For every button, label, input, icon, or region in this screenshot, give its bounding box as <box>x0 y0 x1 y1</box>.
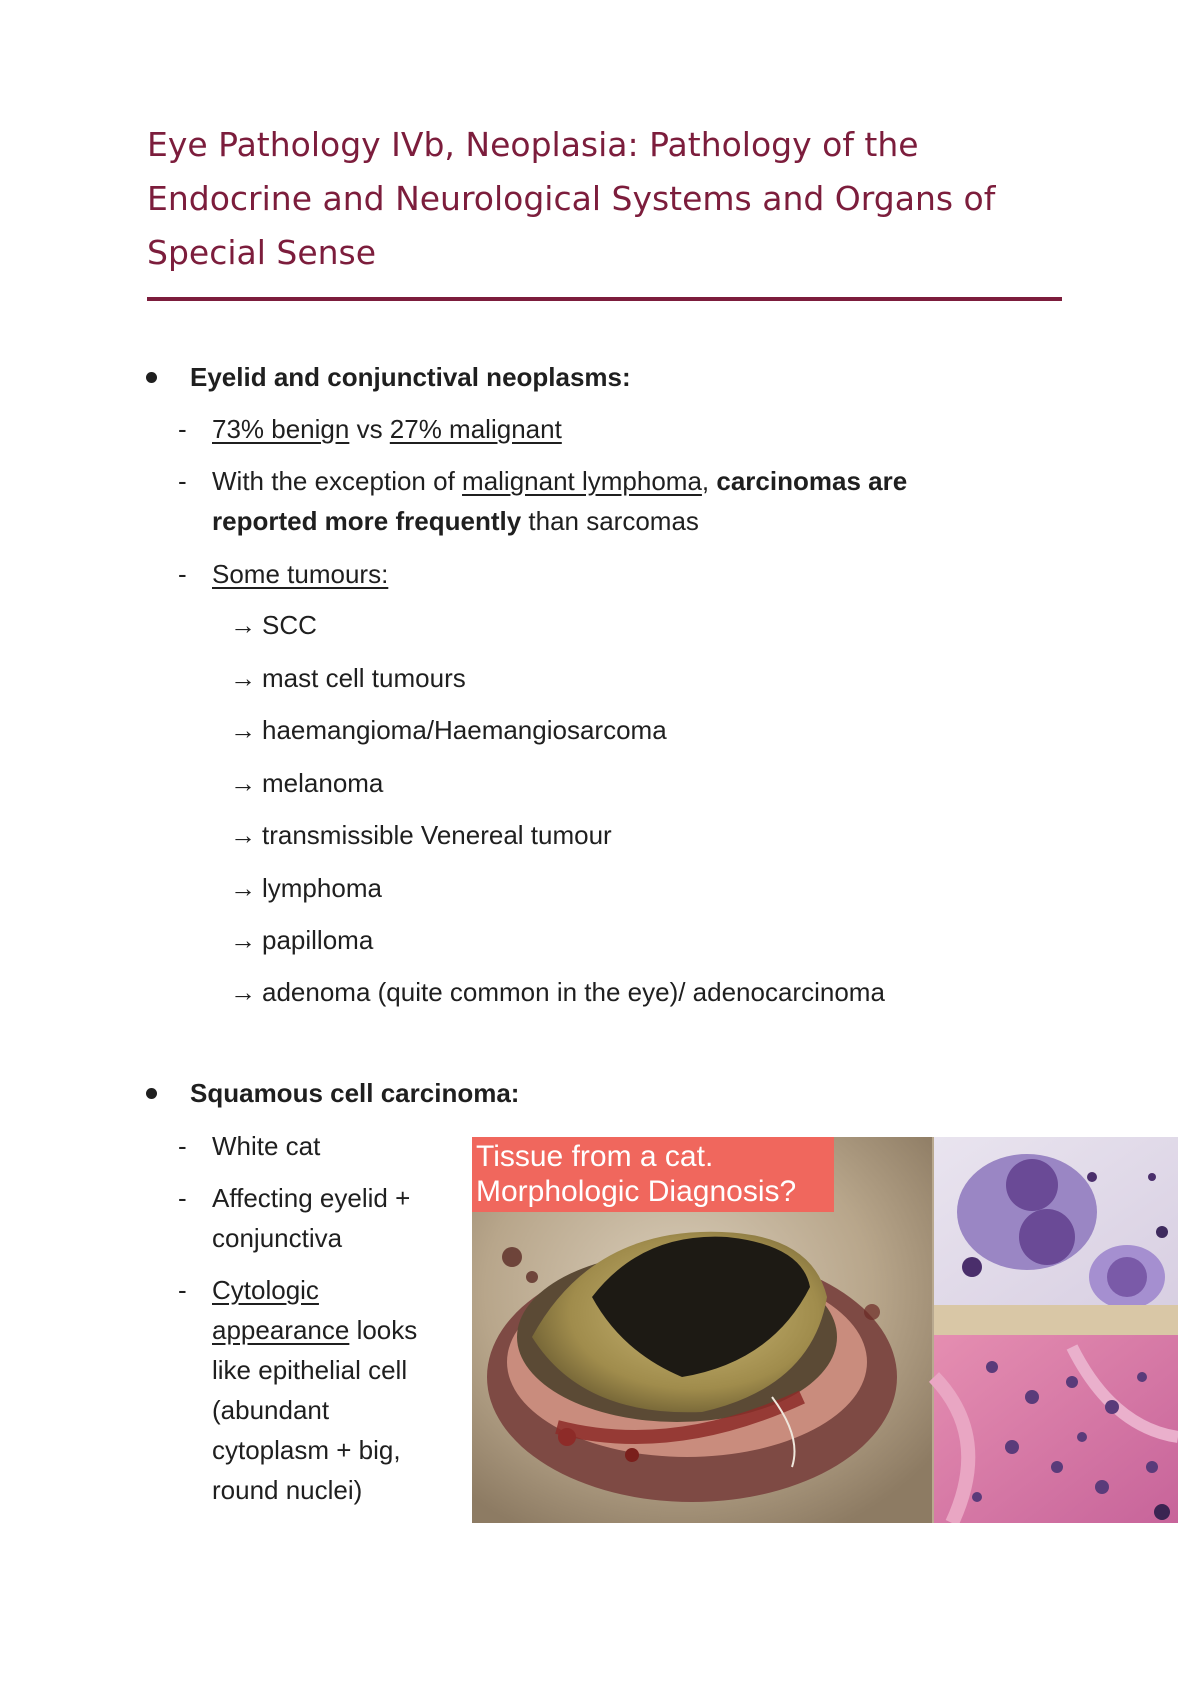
arrow-right-icon: → <box>230 663 256 693</box>
title-divider <box>147 297 1062 301</box>
list-item-affecting: Affecting eyelid + conjunctiva <box>212 1183 411 1253</box>
title-line-2: Endocrine and Neurological Systems and Organs of <box>147 179 996 218</box>
section-heading-eyelid: Eyelid and conjunctival neoplasms: <box>190 362 631 392</box>
dash-icon: - <box>178 466 187 496</box>
tumour-item: → papilloma <box>230 920 373 960</box>
list-item-white-cat: White cat <box>212 1131 321 1161</box>
list-item-exception: With the exception of malignant lymphoma, carcinomas are reported more frequently than sarcomas <box>212 466 908 536</box>
tumour-item: → melanoma <box>230 763 383 803</box>
tumour-item: → adenoma (quite common in the eye)/ adenocarcinoma <box>230 972 885 1012</box>
list-item-some-tumours: Some tumours: <box>212 559 389 589</box>
case-figure <box>472 1137 1178 1523</box>
arrow-right-icon: → <box>230 977 256 1007</box>
bullet-icon <box>146 372 157 383</box>
dash-icon: - <box>178 1131 187 1161</box>
arrow-right-icon: → <box>230 715 256 745</box>
arrow-right-icon: → <box>230 820 256 850</box>
arrow-right-icon: → <box>230 873 256 903</box>
dash-icon: - <box>178 1275 187 1305</box>
dash-icon: - <box>178 414 187 444</box>
list-item-cytologic: Cytologic appearance looks like epithelial cell (abundant cytoplasm + big, round nuclei) <box>212 1275 418 1505</box>
bullet-icon <box>146 1088 157 1099</box>
tumour-item: → SCC <box>230 605 317 645</box>
section-heading-scc: Squamous cell carcinoma: <box>190 1078 520 1108</box>
title-line-1: Eye Pathology IVb, Neoplasia: Pathology of the <box>147 125 919 164</box>
tumour-item: → lymphoma <box>230 868 382 908</box>
list-item-ratio: 73% benign vs 27% malignant <box>212 414 562 444</box>
title-line-3: Special Sense <box>147 233 377 272</box>
dash-icon: - <box>178 1183 187 1213</box>
dash-icon: - <box>178 559 187 589</box>
tumour-item: → transmissible Venereal tumour <box>230 815 612 855</box>
arrow-right-icon: → <box>230 768 256 798</box>
arrow-right-icon: → <box>230 925 256 955</box>
tumour-item: → haemangioma/Haemangiosarcoma <box>230 710 667 750</box>
figure-caption: Tissue from a cat. Morphologic Diagnosis? <box>472 1137 834 1212</box>
tumour-item: → mast cell tumours <box>230 658 466 698</box>
page-title <box>147 118 1067 280</box>
arrow-right-icon: → <box>230 610 256 640</box>
